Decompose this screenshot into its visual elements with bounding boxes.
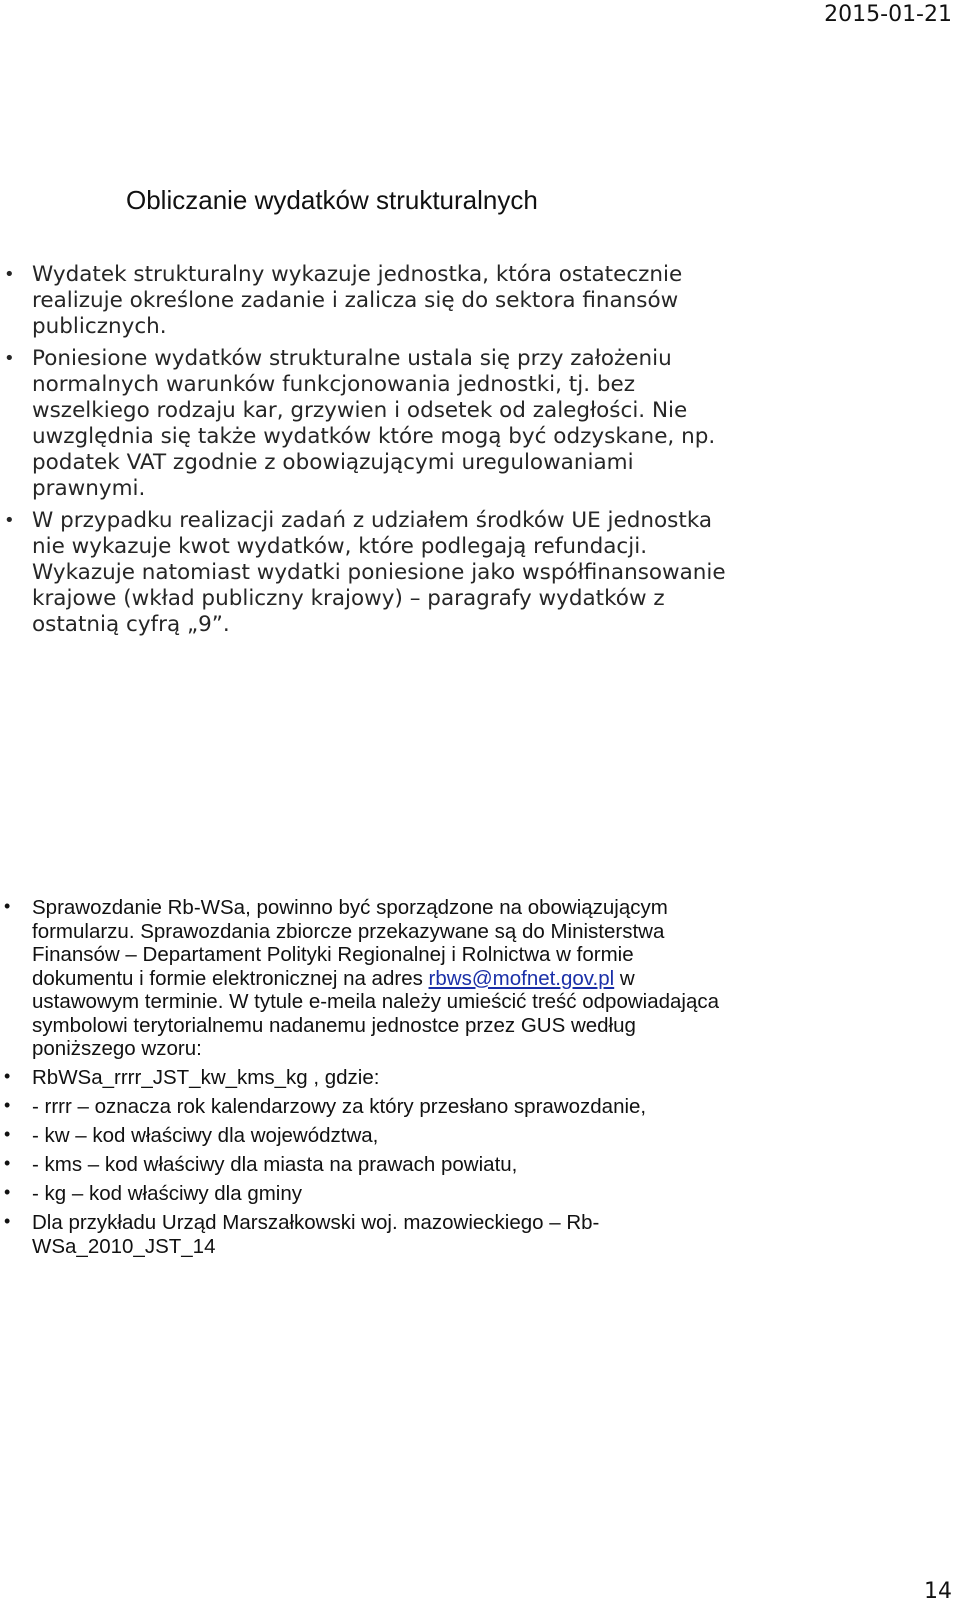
bullet-text: RbWSa_rrrr_JST_kw_kms_kg , gdzie: [32, 1066, 380, 1089]
bullet-text: - kw – kod właściwy dla województwa, [32, 1124, 379, 1147]
bullet-item [0, 1095, 720, 1119]
slide-structural-expenses [0, 185, 735, 644]
bullet-item [0, 1066, 720, 1090]
bullet-item [0, 896, 720, 1061]
bullet-text: Dla przykładu Urząd Marszałkowski woj. mazowieckiego – Rb-WSa_2010_JST_14 [32, 1211, 600, 1258]
bullet-dot-icon: • [4, 896, 11, 916]
bullet-text: - kms – kod właściwy dla miasta na prawach powiatu, [32, 1153, 518, 1176]
slide-report-submission [0, 896, 720, 1264]
slide-title: Obliczanie wydatków strukturalnych [126, 185, 538, 215]
bullet-dot-icon: • [4, 1153, 11, 1173]
bullet-dot-icon: • [4, 348, 15, 369]
bullet-list [0, 262, 735, 638]
bullet-item [0, 346, 735, 502]
bullet-dot-icon: • [4, 1182, 11, 1202]
bullet-item [0, 262, 735, 340]
bullet-item [0, 1124, 720, 1148]
email-link[interactable]: rbws@mofnet.gov.pl [428, 966, 615, 990]
bullet-dot-icon: • [4, 1124, 11, 1144]
header-date: 2015-01-21 [824, 2, 952, 27]
bullet-item [0, 1211, 720, 1258]
bullet-list [0, 896, 720, 1258]
bullet-dot-icon: • [4, 510, 15, 531]
bullet-item [0, 1182, 720, 1206]
bullet-item [0, 1153, 720, 1177]
page-number: 14 [924, 1579, 952, 1604]
bullet-text: W przypadku realizacji zadań z udziałem środków UE jednostka nie wykazuje kwot wydatków, które podlegają refundacji. Wykazuje natomiast wydatki poniesione jako współfinansowanie krajowe (wkład publiczny krajowy) – paragrafy wydatków z ostatnią cyfrą „9”. [32, 508, 726, 637]
bullet-item [0, 508, 735, 638]
bullet-dot-icon: • [4, 1211, 11, 1231]
bullet-text: - rrrr – oznacza rok kalendarzowy za który przesłano sprawozdanie, [32, 1095, 647, 1118]
bullet-dot-icon: • [4, 264, 15, 285]
bullet-text: - kg – kod właściwy dla gminy [32, 1182, 303, 1205]
intro-text-before-link: Sprawozdanie Rb-WSa, powinno być sporządzone na obowiązującym formularzu. Sprawozdania zbiorcze przekazywane są do Ministerstwa Finansów – Departament Polityki Regionalnej i Rolnictwa w formie dokumentu i formie elektronicznej na adres [32, 896, 668, 990]
bullet-text: Wydatek strukturalny wykazuje jednostka, która ostatecznie realizuje określone zadanie i zalicza się do sektora finansów publicznych. [32, 262, 683, 339]
bullet-text: Poniesione wydatków strukturalne ustala się przy założeniu normalnych warunków funkcjonowania jednostki, tj. bez wszelkiego rodzaju kar, grzywien i odsetek od zaległości. Nie uwzględnia się także wydatków które mogą być odzyskane, np. podatek VAT zgodnie z obowiązującymi uregulowaniami prawnymi. [32, 346, 716, 501]
bullet-dot-icon: • [4, 1095, 11, 1115]
bullet-dot-icon: • [4, 1066, 11, 1086]
intro-text-after-link: w ustawowym terminie. W tytule e-meila należy umieścić treść odpowiadająca symbolowi terytorialnemu nadanemu jednostce przez GUS według poniższego wzoru: [32, 966, 720, 1060]
